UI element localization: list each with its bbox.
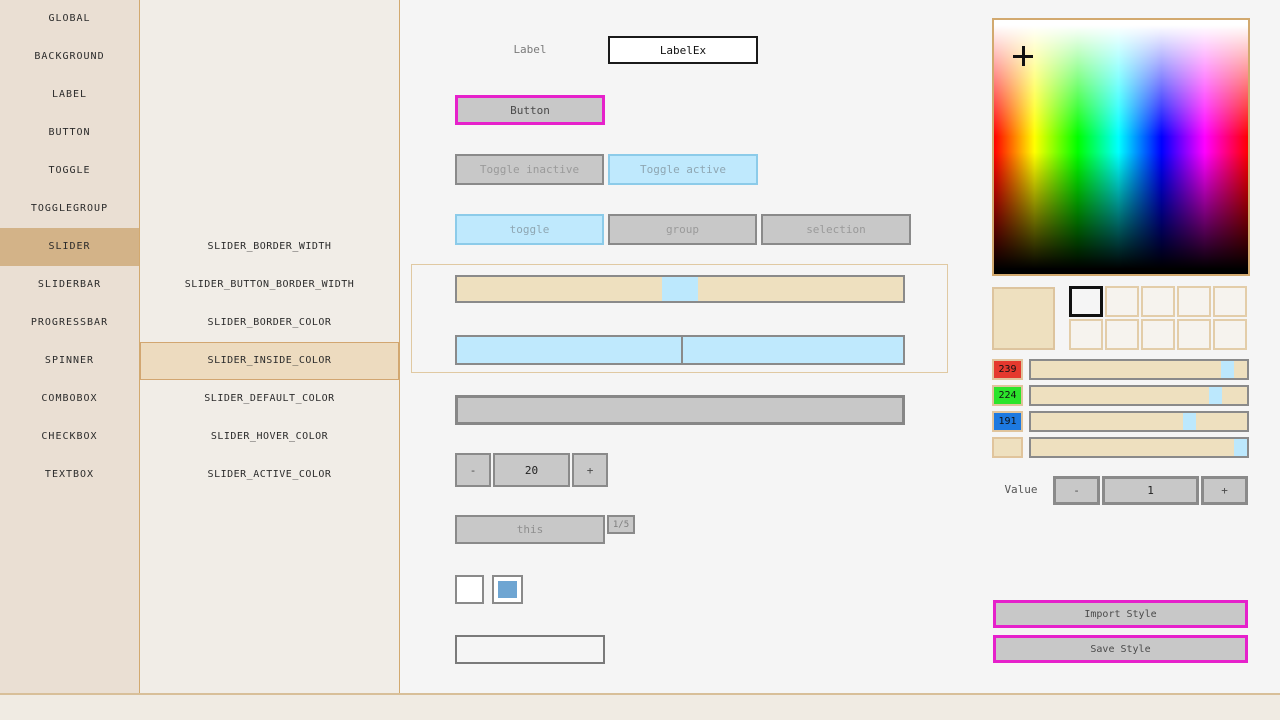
red-channel-slider[interactable] — [1029, 359, 1249, 380]
preview-combobox[interactable]: this — [455, 515, 605, 544]
value-decrement-button[interactable]: - — [1053, 476, 1100, 505]
sliderbar-handle-divider[interactable] — [681, 337, 683, 363]
value-spinner-value: 1 — [1102, 476, 1199, 505]
checkbox-checked-mark — [498, 581, 517, 598]
sidebar-item-background[interactable]: BACKGROUND — [34, 51, 105, 62]
palette-swatch[interactable] — [1213, 286, 1247, 317]
property-slider-inside-color[interactable]: SLIDER_INSIDE_COLOR — [140, 342, 399, 380]
palette-swatch[interactable] — [1105, 319, 1139, 350]
preview-togglegroup-selection[interactable]: selection — [761, 214, 911, 245]
blue-slider-handle[interactable] — [1183, 413, 1196, 430]
blue-channel-slider[interactable] — [1029, 411, 1249, 432]
preview-spinner — [455, 453, 608, 487]
sidebar-item-label[interactable]: LABEL — [51, 89, 88, 100]
preview-togglegroup-toggle[interactable]: toggle — [455, 214, 604, 245]
sidebar-item-progressbar[interactable]: PROGRESSBAR — [30, 317, 109, 328]
category-sidebar — [0, 0, 140, 694]
palette-swatch[interactable] — [1213, 319, 1247, 350]
slider-properties-list — [140, 0, 400, 694]
palette-swatch[interactable] — [1141, 286, 1175, 317]
palette-swatch[interactable] — [1105, 286, 1139, 317]
property-slider-active-color[interactable]: SLIDER_ACTIVE_COLOR — [207, 469, 332, 480]
sidebar-item-slider[interactable]: SLIDER — [0, 228, 139, 266]
green-slider-handle[interactable] — [1209, 387, 1222, 404]
sidebar-item-spinner[interactable]: SPINNER — [44, 355, 95, 366]
property-slider-hover-color[interactable]: SLIDER_HOVER_COLOR — [210, 431, 329, 442]
red-slider-handle[interactable] — [1221, 361, 1234, 378]
palette-swatch[interactable] — [1177, 319, 1211, 350]
current-color-swatch — [992, 287, 1055, 350]
preview-textbox[interactable] — [455, 635, 605, 664]
spinner-increment-button[interactable]: + — [572, 453, 608, 487]
property-slider-button-border-width[interactable]: SLIDER_BUTTON_BORDER_WIDTH — [184, 279, 355, 290]
preview-label-textbox[interactable]: LabelEx — [608, 36, 758, 64]
sidebar-item-button[interactable]: BUTTON — [48, 127, 91, 138]
red-channel-value: 239 — [992, 359, 1023, 380]
alpha-channel-slider[interactable] — [1029, 437, 1249, 458]
sidebar-item-toggle[interactable]: TOGGLE — [48, 165, 91, 176]
sidebar-item-sliderbar[interactable]: SLIDERBAR — [37, 279, 102, 290]
preview-checkbox-checked[interactable] — [492, 575, 523, 604]
green-channel-value: 224 — [992, 385, 1023, 406]
sidebar-item-togglegroup[interactable]: TOGGLEGROUP — [30, 203, 109, 214]
slider-handle[interactable] — [662, 277, 698, 301]
preview-slider[interactable] — [455, 275, 905, 303]
preview-toggle-active[interactable]: Toggle active — [608, 154, 758, 185]
save-style-button[interactable]: Save Style — [993, 635, 1248, 663]
palette-swatch[interactable] — [1177, 286, 1211, 317]
preview-togglegroup-group[interactable]: group — [608, 214, 757, 245]
import-style-button[interactable]: Import Style — [993, 600, 1248, 628]
property-slider-border-width[interactable]: SLIDER_BORDER_WIDTH — [207, 241, 332, 252]
color-picker-crosshair-icon[interactable] — [1013, 46, 1033, 66]
property-slider-default-color[interactable]: SLIDER_DEFAULT_COLOR — [204, 393, 335, 404]
combobox-page-badge: 1/5 — [607, 515, 635, 534]
palette-swatch[interactable] — [1141, 319, 1175, 350]
sidebar-item-checkbox[interactable]: CHECKBOX — [41, 431, 98, 442]
sidebar-item-textbox[interactable]: TEXTBOX — [44, 469, 95, 480]
alpha-slider-handle[interactable] — [1234, 439, 1247, 456]
preview-sliderbar[interactable] — [455, 335, 905, 365]
palette-swatch[interactable] — [1069, 319, 1103, 350]
preview-toggle-inactive[interactable]: Toggle inactive — [455, 154, 604, 185]
spinner-value: 20 — [493, 453, 570, 487]
blue-channel-value: 191 — [992, 411, 1023, 432]
color-gradient-picker[interactable] — [992, 18, 1250, 276]
spinner-decrement-button[interactable]: - — [455, 453, 491, 487]
property-slider-border-color[interactable]: SLIDER_BORDER_COLOR — [207, 317, 332, 328]
preview-button[interactable]: Button — [455, 95, 605, 125]
green-channel-slider[interactable] — [1029, 385, 1249, 406]
sidebar-item-global[interactable]: GLOBAL — [48, 13, 91, 24]
footer-bar — [0, 693, 1280, 720]
sidebar-item-combobox[interactable]: COMBOBOX — [41, 393, 98, 404]
value-increment-button[interactable]: + — [1201, 476, 1248, 505]
preview-progressbar — [455, 395, 905, 425]
value-spinner-label: Value — [1004, 483, 1038, 496]
palette-swatch-selected[interactable] — [1069, 286, 1103, 317]
preview-label-caption: Label — [513, 43, 547, 56]
preview-checkbox-unchecked[interactable] — [455, 575, 484, 604]
alpha-channel-swatch — [992, 437, 1023, 458]
